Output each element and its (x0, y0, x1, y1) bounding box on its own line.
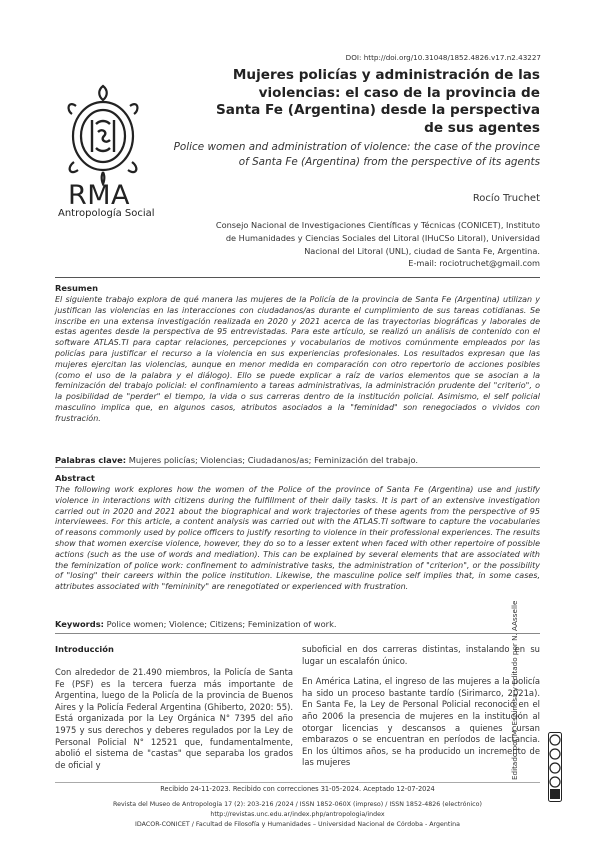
editors-note: Editado por M. Espinosa y Editado por N. AAsselle (510, 600, 519, 780)
abstract-text: The following work explores how the women of the Police of the province of Santa Fe (Argentina) use and justify violence in interactions with citizens during the fulfillment of their daily tasks. It is part of an extensive investigation carried out in 2020 and 2021 about the biographical and work trajectories of these agents from the perspective of 95 interviewees. For this article, a content analysis was carried out with the ATLAS.TI software to capture the vocabularies of reasons commonly used by police officers to justify resorting to violence in their professional experiences. The results show that women exercise violence, however, they do so to a lesser extent when faced with other repertoire of possible actions (such as the use of words and mediation). This can be explained by several elements that are associated with the feminization of police work: confinement to administrative tasks, the administration of "criterion", or the possibility of "losing" their careers within the police institution. Likewise, the masculine police self implies that, in some cases, attributes associated with "femininity" are renegotiated or experienced with frustration. (55, 485, 540, 592)
divider (55, 633, 540, 634)
creative-commons-license-icon[interactable] (548, 732, 562, 802)
palabras-clave-label: Palabras clave: (55, 455, 127, 465)
received-dates: Recibido 24-11-2023. Recibido con correcciones 31-05-2024. Aceptado 12-07-2024 (160, 785, 435, 793)
keywords-text: Police women; Violence; Citizens; Feminization of work. (103, 619, 337, 629)
journal-logo-icon (62, 80, 144, 188)
journal-citation: Revista del Museo de Antropología 17 (2): 203-216 /2024 / ISSN 1852-060X (impreso) / ISSN 1852-4826 (electrónico) (113, 801, 482, 808)
journal-institution: IDACOR-CONICET / Facultad de Filosofía y Humanidades – Universidad Nacional de Córdoba - Argentina (135, 821, 460, 828)
abstract-heading: Abstract (55, 473, 95, 483)
affiliation-line: de Humanidades y Ciencias Sociales del Litoral (IHuCSo Litoral), Universidad (225, 232, 540, 243)
journal-url[interactable]: http://revistas.unc.edu.ar/index.php/antropologia/index (210, 811, 385, 818)
divider (55, 467, 540, 468)
resumen-text: El siguiente trabajo explora de qué manera las mujeres de la Policía de la provincia de Santa Fe (Argentina) utilizan y justifican las violencias en las interacciones con ciudadanos/as durante el cumplimiento de sus tareas cotidianas. Se inscribe en una extensa investigación realizada en 2020 y 2021 acerca de las trayectorias biográficas y laborales de estas agentes desde la perspectiva de 95 entrevistadas. Para este artículo, se realizó un análisis de contenido con el software ATLAS.TI para captar relaciones, percepciones y vocabularios de motivos comúnmente empleados por las policías para justificar el recurso a la violencia en sus experiencias profesionales. Los resultados expresan que las mujeres ejercitan las violencias, aunque en menor medida en comparación con otro repertorio de acciones posibles (como el uso de la palabra y el diálogo). Ello se puede explicar a raíz de varios elementos que se asocian a la feminización del trabajo policial: el confinamiento a tareas administrativas, la administración prudente del "criterio", o la posibilidad de "perder" el tiempo, la vida o sus carreras dentro de la institución policial. Asimismo, el self policial masculino implica que, en algunos casos, atributos asociados a la "feminidad" son renegociados o vividos con frustración. (55, 295, 540, 423)
affiliation-line: Consejo Nacional de Investigaciones Científicas y Técnicas (CONICET), Instituto (215, 220, 540, 230)
palabras-clave-text: Mujeres policías; Violencias; Ciudadanos/as; Feminización del trabajo. (126, 455, 419, 465)
doi-link[interactable]: DOI: http://doi.org/10.31048/1852.4826.v17.n2.43227 (345, 53, 541, 62)
resumen-heading: Resumen (55, 283, 99, 293)
body-paragraph: suboficial en dos carreras distintas, instalando en su lugar un escalafón único. (302, 644, 540, 666)
introduccion-heading: Introducción (55, 644, 114, 654)
author-name: Rocío Truchet (472, 193, 540, 204)
affiliation-line: Nacional del Litoral (UNL), ciudad de Santa Fe, Argentina. (304, 245, 540, 256)
author-email[interactable]: E-mail: rociotruchet@gmail.com (408, 258, 540, 269)
article-title-es: Mujeres policías y administración de las violencias: el caso de la provincia de Santa Fe (Argentina) desde la perspectiva de sus agentes (216, 67, 540, 136)
journal-acronym: RMA (68, 180, 131, 211)
keywords-label: Keywords: (55, 619, 104, 629)
body-paragraph: En América Latina, el ingreso de las mujeres a la policía ha sido un proceso bastante tardío (Sirimarco, 2021a). En Santa Fe, la Ley de Personal Policial reconoció en el año 2006 la presencia de mujeres en la institución al otorgar licencias y descansos a quienes cursan embarazos o se encuentran en períodos de lactancia. En los últimos años, se ha producido un incremento de las mujeres (302, 676, 540, 768)
body-paragraph: Con alrededor de 21.490 miembros, la Policía de Santa Fe (PSF) es la tercera fuerza más importante de Argentina, luego de la Policía de la provincia de Buenos Aires y la Policía Federal Argentina (Ghiberto, 2020: 55). Está organizada por la Ley Orgánica N° 7395 del año 1975 y sus derechos y deberes regulados por la Ley de Personal Policial N° 12521 que, fundamentalmente, abolió el sistema de "castas" que separaba los grados de oficial y (55, 667, 293, 770)
palabras-clave (55, 455, 418, 465)
divider (55, 277, 540, 278)
article-title-en: Police women and administration of violence: the case of the province of Santa Fe (Argentina) from the perspective of its agents (173, 141, 540, 168)
author-affiliation (180, 219, 540, 270)
body-column-left (55, 667, 293, 780)
body-column-right (302, 644, 540, 778)
divider (55, 782, 540, 783)
journal-subtitle: Antropología Social (58, 208, 155, 219)
keywords (55, 619, 337, 629)
